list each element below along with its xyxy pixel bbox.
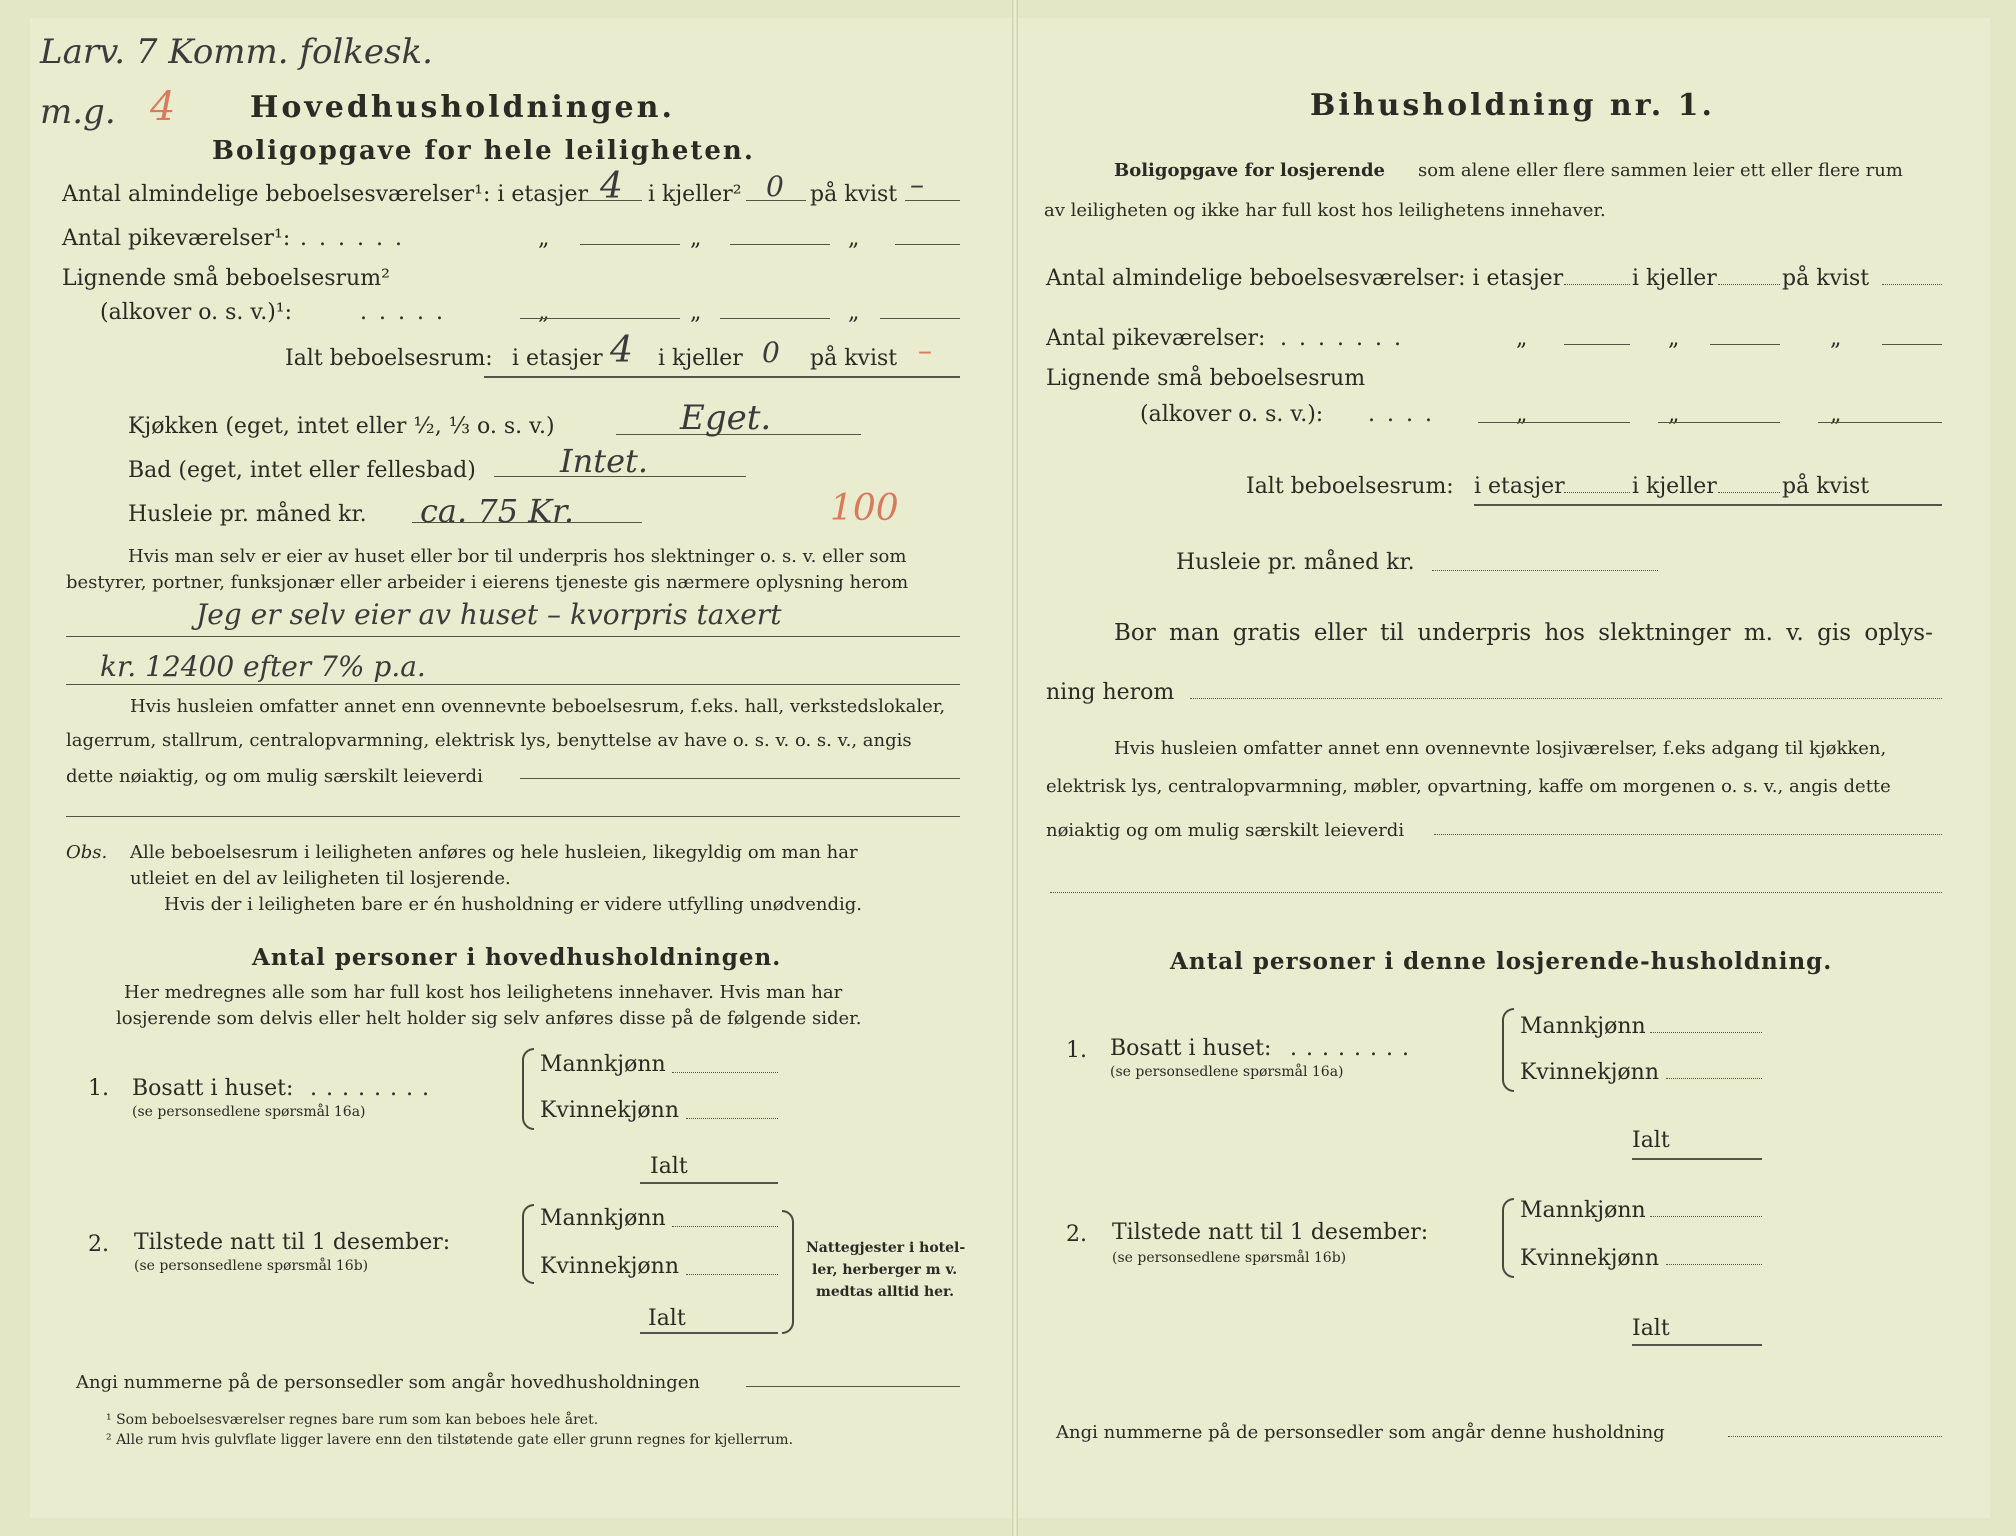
r-present-male-label: Mannkjønn bbox=[1520, 1198, 1646, 1223]
right-page-title: Bihusholdning nr. 1. bbox=[1310, 88, 1715, 123]
r-present-total-field bbox=[1632, 1344, 1762, 1346]
total-kvist-value: – bbox=[918, 334, 932, 367]
present-female-label: Kvinnekjønn bbox=[540, 1254, 679, 1279]
maids-rooms-label: Antal pikeværelser¹: bbox=[62, 226, 291, 251]
r-total-rooms-label: Ialt beboelsesrum: bbox=[1246, 474, 1454, 499]
rooms-etasjer-value: 4 bbox=[600, 166, 623, 207]
footnote-1: ¹ Som beboelsesværelser regnes bare rum som kan beboes hele året. bbox=[106, 1412, 599, 1428]
kitchen-value: Eget. bbox=[680, 398, 772, 438]
resident-total-label: Ialt bbox=[650, 1154, 688, 1179]
total-kjeller-value: 0 bbox=[762, 336, 780, 369]
page-fold bbox=[1012, 0, 1018, 1536]
rent-value: ca. 75 Kr. bbox=[420, 492, 575, 530]
r-resident-label: Bosatt i huset: bbox=[1110, 1036, 1272, 1061]
owner-note-line2: kr. 12400 efter 7% p.a. bbox=[100, 650, 426, 683]
total-etasjer-value: 4 bbox=[610, 330, 633, 371]
rent-label: Husleie pr. måned kr. bbox=[128, 502, 367, 527]
rooms-kvist-value: – bbox=[910, 168, 924, 201]
r-persons-title: Antal personer i denne losjerende-husholdning. bbox=[1170, 948, 1833, 975]
r-rooms-label: Antal almindelige beboelsesværelser: i etasjer bbox=[1046, 266, 1564, 291]
r-numbers-label: Angi nummerne på de personsedler som angår denne husholdning bbox=[1056, 1422, 1665, 1443]
r-small-rooms-label: Lignende små beboelsesrum bbox=[1046, 366, 1366, 391]
right-page bbox=[1018, 18, 1990, 1518]
resident-female-field bbox=[686, 1118, 778, 1119]
r-resident-total-field bbox=[1632, 1158, 1762, 1160]
kitchen-label: Kjøkken (eget, intet eller ½, ⅓ o. s. v.) bbox=[128, 414, 555, 439]
page-subtitle: Boligopgave for hele leiligheten. bbox=[212, 136, 755, 166]
r-present-male-field bbox=[1650, 1216, 1762, 1217]
present-male-label: Mannkjønn bbox=[540, 1206, 666, 1231]
r-rooms-kjeller-field bbox=[1718, 284, 1780, 285]
night-guests-note: Nattegjester i hotel- bbox=[806, 1240, 966, 1256]
r-rent-field bbox=[1432, 570, 1658, 571]
rooms-label: Antal almindelige beboelsesværelser¹: i etasjer bbox=[62, 182, 589, 207]
rooms-kjeller-value: 0 bbox=[766, 170, 784, 203]
resident-female-label: Kvinnekjønn bbox=[540, 1098, 679, 1123]
rooms-kvist-label: på kvist bbox=[810, 182, 898, 207]
total-rooms-label: Ialt beboelsesrum: bbox=[285, 346, 493, 371]
numbers-label: Angi nummerne på de personsedler som angår hovedhusholdningen bbox=[76, 1372, 700, 1393]
r-present-female-label: Kvinnekjønn bbox=[1520, 1246, 1659, 1271]
persons-title: Antal personer i hovedhusholdningen. bbox=[252, 944, 782, 971]
page-title: Hovedhusholdningen. bbox=[250, 90, 675, 125]
owner-note-line1: Jeg er selv eier av huset – kvorpris taxert bbox=[196, 598, 782, 631]
r-gratis-field bbox=[1190, 698, 1942, 699]
r-rooms-etasjer-field bbox=[1564, 284, 1630, 285]
r-numbers-field bbox=[1728, 1436, 1942, 1437]
r-present-label: Tilstede natt til 1 desember: bbox=[1112, 1220, 1429, 1245]
rent-red-note: 100 bbox=[830, 488, 899, 529]
numbers-field bbox=[746, 1386, 960, 1387]
r-resident-male-label: Mannkjønn bbox=[1520, 1014, 1646, 1039]
resident-male-field bbox=[672, 1072, 778, 1073]
margin-note: Larv. 7 Komm. folkesk. bbox=[40, 32, 433, 72]
small-rooms-label: Lignende små beboelsesrum² bbox=[62, 266, 390, 291]
present-label: Tilstede natt til 1 desember: bbox=[134, 1230, 451, 1255]
resident-total-field bbox=[640, 1182, 778, 1184]
r-rooms-kvist-field bbox=[1882, 284, 1942, 285]
r-resident-female-label: Kvinnekjønn bbox=[1520, 1060, 1659, 1085]
resident-male-label: Mannkjønn bbox=[540, 1052, 666, 1077]
r-resident-total-label: Ialt bbox=[1632, 1128, 1670, 1153]
bath-value: Intet. bbox=[560, 442, 649, 480]
census-sheet: Larv. 7 Komm. folkesk. m.g. 4 Hovedhusholdningen. Boligopgave for hele leiligheten. Antal almindelige beboelsesværelser¹: i etasjer 4 i kjeller² 0 på kvist – Antal pikeværelser¹: ...... „ „ „ Lignende små beboelsesrum² (alkover o. s. v.)¹: ..... „ „ „ Ialt beboelsesrum: i etasjer 4 i kjeller 0 på kvist – Kjøkken (eget, intet eller ½, ⅓ o. s. v.) Eget. Bad (eget, intet eller fellesbad) Intet. Husleie pr. måned kr. ca. 75 Kr. 100 Hvis man selv er eier av huset eller bor til underpris hos slektninger o. s. v. eller som bestyrer, portner, funksjonær eller arbeider i eierens tjeneste gis nærmere oplysning herom Jeg er selv eier av huset – kvorpris taxert kr. 12400 efter 7% p.a. Hvis husleien omfatter annet enn ovennevnte beboelsesrum, f.eks. hall, verkstedslokaler, lagerrum, stallrum, centralopvarmning, elektrisk lys, benyttelse av have o. s. v. o. s. v., angis dette nøiaktig, og om mulig særskilt leieverdi Obs. Alle beboelsesrum i leiligheten anføres og hele husleien, likegyldig om man har utleiet en del av leiligheten til losjerende. Hvis der i leiligheten bare er én husholdning er videre utfylling unødvendig. Antal personer i hovedhusholdningen. Her medregnes alle som har full kost hos leilighetens innehaver. Hvis man har losjerende som delvis eller helt holder sig selv anføres disse på de følgende sider. 1. Bosatt i huset: ........ (se personsedlene spørsmål 16a) Mannkjønn Kvinnekjønn Ialt 2. Tilstede natt til 1 desember: (se personsedlene spørsmål 16b) Mannkjønn Kvinnekjønn Ialt Nattegjester i hotel- ler, herberger m v. medtas alltid her. Angi nummerne på de personsedler som angår hovedhusholdningen ¹ Som beboelsesværelser regnes bare rum som kan beboes hele året. ² Alle rum hvis gulvflate ligger lavere enn den tilstøtende gate eller grunn regnes for kjellerrum. Bihusholdning nr. 1. Boligopgave for losjerende som alene eller flere sammen leier ett eller flere rum av leiligheten og ikke har full kost hos leilighetens innehaver. Antal almindelige beboelsesværelser: i etasjer i kjeller på kvist Antal pikeværelser: ....... „ „ „ Lignende små beboelsesrum (alkover o. s. v.): .... „ „ „ Ialt beboelsesrum: i etasjer i kjeller på kvist Husleie pr. måned kr. Bor man gratis eller til underpris hos slektninger m. v. gis oplys- ning herom Hvis husleien omfatter annet enn ovennevnte losjiværelser, f.eks adgang til kjøkken, elektrisk lys, centralopvarmning, møbler, opvartning, kaffe om morgenen o. s. v., angis dette nøiaktig og om mulig særskilt leieverdi Antal personer i denne losjerende-husholdning. 1. Bosatt i huset: ........ (se personsedlene spørsmål 16a) Mannkjønn Kvinnekjønn Ialt 2. Tilstede natt til 1 desember: (se personsedlene spørsmål 16b) Mannkjønn Kvinnekjønn Ialt Angi nummerne på de personsedler som angår denne husholdning bbox=[0, 0, 2016, 1536]
rooms-kjeller-label: i kjeller² bbox=[648, 182, 742, 207]
margin-note-number: 4 bbox=[150, 84, 176, 130]
bath-label: Bad (eget, intet eller fellesbad) bbox=[128, 458, 476, 483]
present-total-label: Ialt bbox=[648, 1306, 686, 1331]
alcoves-label: (alkover o. s. v.)¹: bbox=[100, 300, 293, 325]
footnote-2: ² Alle rum hvis gulvflate ligger lavere enn den tilstøtende gate eller grunn regnes for kjellerrum. bbox=[106, 1432, 794, 1448]
r-maids-rooms-label: Antal pikeværelser: bbox=[1046, 326, 1266, 351]
r-total-rooms-underline bbox=[1474, 504, 1942, 506]
present-total-field bbox=[640, 1332, 778, 1334]
total-rooms-underline bbox=[484, 376, 960, 378]
r-present-total-label: Ialt bbox=[1632, 1316, 1670, 1341]
r-alcoves-label: (alkover o. s. v.): bbox=[1140, 402, 1324, 427]
r-rent-label: Husleie pr. måned kr. bbox=[1176, 550, 1415, 575]
present-female-field bbox=[686, 1274, 778, 1275]
r-present-female-field bbox=[1666, 1264, 1762, 1265]
brace bbox=[522, 1048, 534, 1130]
margin-note-mg: m.g. bbox=[40, 92, 116, 132]
resident-label: Bosatt i huset: bbox=[132, 1076, 294, 1101]
r-resident-male-field bbox=[1650, 1032, 1762, 1033]
r-resident-female-field bbox=[1666, 1078, 1762, 1079]
present-male-field bbox=[672, 1226, 778, 1227]
